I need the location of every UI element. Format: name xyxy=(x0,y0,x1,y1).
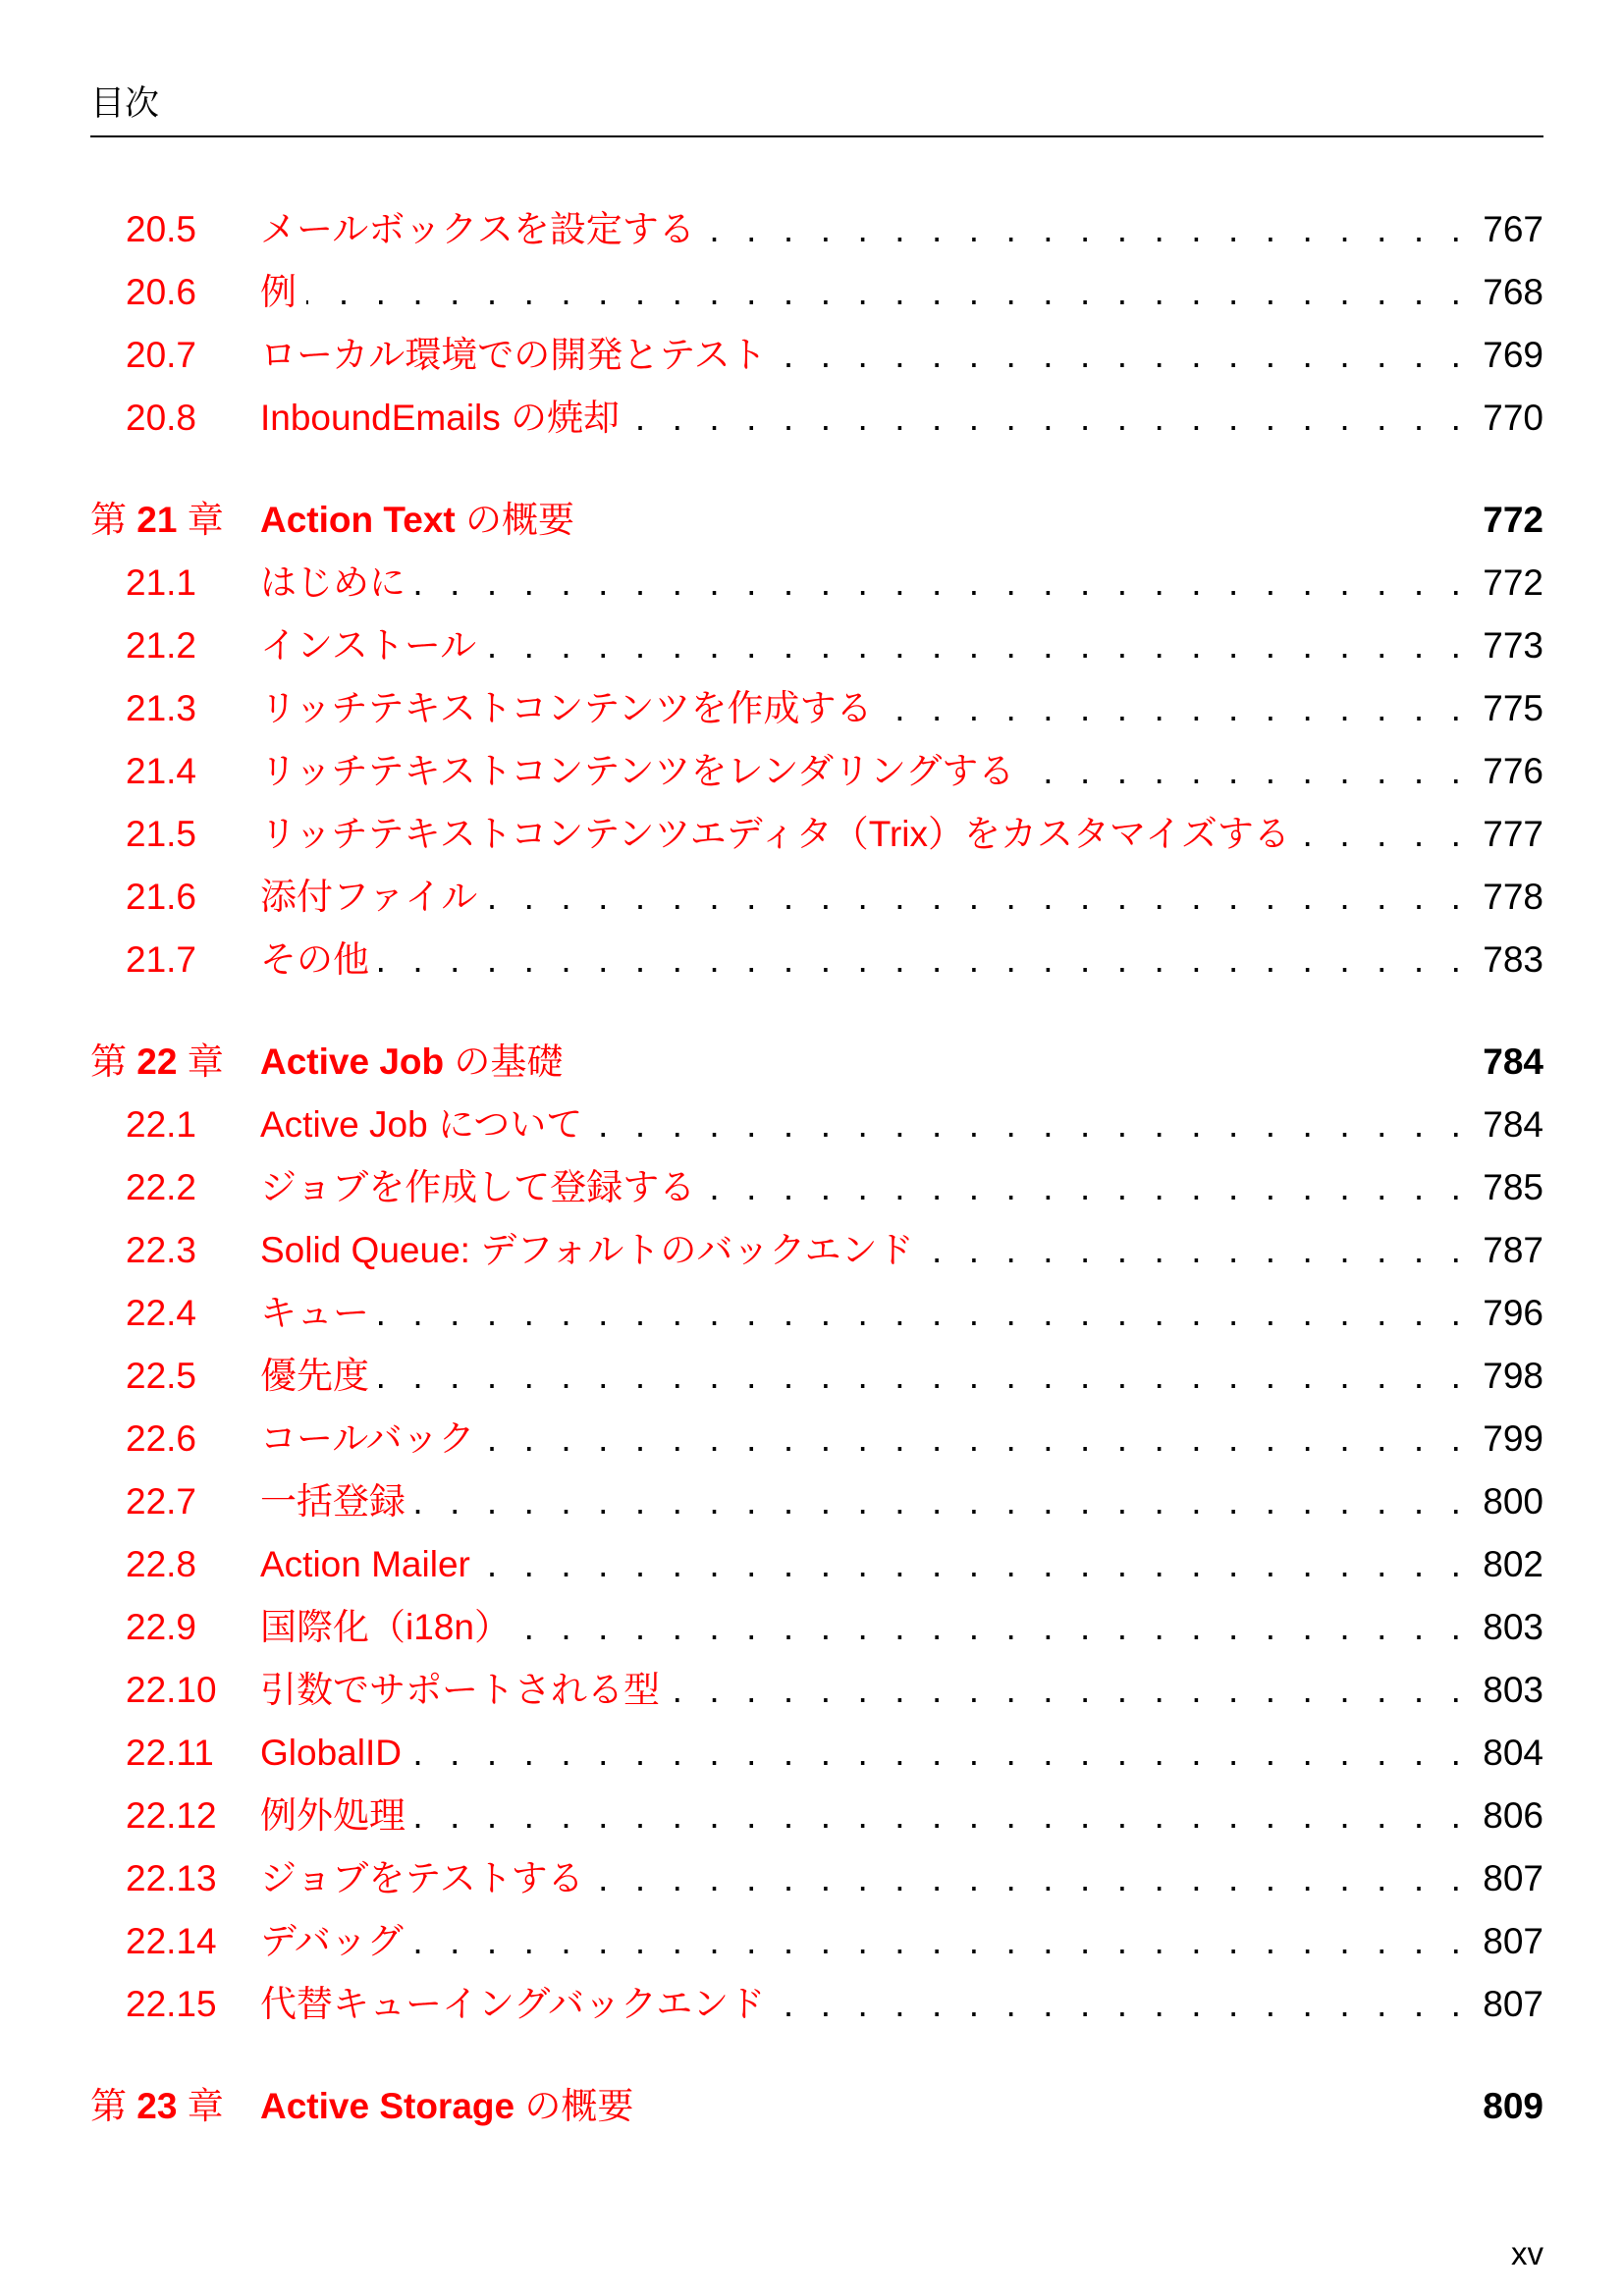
section-number: 22.8 xyxy=(126,1544,197,1584)
section-title-leader xyxy=(260,740,1543,803)
section-number: 21.6 xyxy=(126,877,197,917)
section-title: InboundEmails の焼却 xyxy=(260,398,629,438)
toc-entry[interactable] xyxy=(0,1094,1624,1156)
section-page-number: 767 xyxy=(1459,198,1543,261)
toc-entry[interactable] xyxy=(0,614,1624,677)
section-title-leader xyxy=(260,677,1543,740)
table-of-contents xyxy=(0,198,1624,2138)
section-page-number: 776 xyxy=(1459,740,1543,803)
section-title: 添付ファイル xyxy=(260,877,487,917)
section-title-leader xyxy=(260,552,1543,614)
toc-entry[interactable] xyxy=(0,740,1624,803)
toc-entry[interactable] xyxy=(0,1847,1624,1910)
toc-entry[interactable] xyxy=(0,552,1624,614)
section-number: 22.13 xyxy=(126,1858,217,1898)
section-title-leader xyxy=(260,387,1543,450)
section-page-number: 775 xyxy=(1459,677,1543,740)
section-number: 21.7 xyxy=(126,939,197,980)
section-number: 22.9 xyxy=(126,1607,197,1647)
section-number: 21.3 xyxy=(126,688,197,728)
chapter-23-heading[interactable] xyxy=(0,2075,1624,2138)
section-number: 20.7 xyxy=(126,335,197,375)
section-title-leader xyxy=(260,1219,1543,1282)
section-page-number: 807 xyxy=(1459,1910,1543,1973)
toc-entry[interactable] xyxy=(0,324,1624,387)
section-title: 例 xyxy=(260,272,306,312)
section-number: 22.15 xyxy=(126,1984,217,2024)
section-number: 21.1 xyxy=(126,562,197,603)
section-title-leader xyxy=(260,1722,1543,1785)
toc-entry[interactable] xyxy=(0,261,1624,324)
section-group-chapter-21 xyxy=(0,552,1624,991)
section-title: 優先度 xyxy=(260,1356,379,1396)
section-title-leader xyxy=(260,1282,1543,1345)
section-title-leader xyxy=(260,929,1543,991)
section-number: 21.2 xyxy=(126,625,197,666)
chapter-title: Active Storage の概要 xyxy=(260,2086,634,2126)
toc-entry[interactable] xyxy=(0,1910,1624,1973)
section-title: デバッグ xyxy=(260,1921,413,1961)
chapter-22-heading[interactable] xyxy=(0,1031,1624,1094)
section-title: その他 xyxy=(260,939,379,980)
section-title: キュー xyxy=(260,1293,379,1333)
toc-entry[interactable] xyxy=(0,1659,1624,1722)
section-title-leader xyxy=(260,1408,1543,1470)
toc-entry[interactable] xyxy=(0,866,1624,929)
section-title: 例外処理 xyxy=(260,1795,415,1836)
section-title-leader xyxy=(260,1659,1543,1722)
page-folio: xv xyxy=(1511,2235,1543,2271)
toc-entry[interactable] xyxy=(0,1785,1624,1847)
toc-entry[interactable] xyxy=(0,803,1624,866)
toc-entry[interactable] xyxy=(0,929,1624,991)
section-page-number: 787 xyxy=(1459,1219,1543,1282)
section-page-number: 785 xyxy=(1459,1156,1543,1219)
toc-entry[interactable] xyxy=(0,1722,1624,1785)
toc-entry[interactable] xyxy=(0,1156,1624,1219)
section-page-number: 784 xyxy=(1459,1094,1543,1156)
section-title: ジョブをテストする xyxy=(260,1858,594,1898)
chapter-page-number: 772 xyxy=(1483,500,1543,540)
section-title: ジョブを作成して登録する xyxy=(260,1167,705,1207)
section-title: ローカル環境での開発とテスト xyxy=(260,335,777,375)
section-number: 22.7 xyxy=(126,1481,197,1522)
chapter-label: 第 22 章 xyxy=(90,1041,224,1082)
section-page-number: 772 xyxy=(1459,552,1543,614)
section-number: 22.11 xyxy=(126,1733,214,1773)
chapter-page-number: 784 xyxy=(1483,1041,1543,1082)
toc-entry[interactable] xyxy=(0,1470,1624,1533)
section-title-leader xyxy=(260,614,1543,677)
section-page-number: 770 xyxy=(1459,387,1543,450)
section-page-number: 773 xyxy=(1459,614,1543,677)
section-title-leader xyxy=(260,1470,1543,1533)
section-number: 22.6 xyxy=(126,1418,197,1459)
chapter-page-number: 809 xyxy=(1483,2086,1543,2126)
section-title-leader xyxy=(260,198,1543,261)
section-title-leader xyxy=(260,1785,1543,1847)
chapter-title: Action Text の概要 xyxy=(260,500,574,540)
section-number: 22.12 xyxy=(126,1795,217,1836)
section-number: 22.4 xyxy=(126,1293,197,1333)
section-title-leader xyxy=(260,1345,1543,1408)
section-page-number: 768 xyxy=(1459,261,1543,324)
section-title: 国際化（i18n） xyxy=(260,1607,520,1647)
toc-entry[interactable] xyxy=(0,198,1624,261)
section-number: 22.1 xyxy=(126,1104,197,1145)
section-page-number: 783 xyxy=(1459,929,1543,991)
toc-entry[interactable] xyxy=(0,1973,1624,2036)
section-page-number: 802 xyxy=(1459,1533,1543,1596)
toc-entry[interactable] xyxy=(0,677,1624,740)
section-title: インストール xyxy=(260,625,486,666)
section-page-number: 803 xyxy=(1459,1659,1543,1722)
section-title-leader xyxy=(260,803,1543,866)
section-page-number: 807 xyxy=(1459,1973,1543,2036)
section-number: 22.14 xyxy=(126,1921,217,1961)
section-title: 代替キューイングバックエンド xyxy=(260,1984,775,2024)
section-title-leader xyxy=(260,1596,1543,1659)
section-title-leader xyxy=(260,866,1543,929)
chapter-label: 第 23 章 xyxy=(90,2086,224,2126)
section-title: GlobalID xyxy=(260,1733,411,1773)
section-page-number: 799 xyxy=(1459,1408,1543,1470)
section-title: メールボックスを設定する xyxy=(260,209,705,249)
section-title-leader xyxy=(260,1094,1543,1156)
chapter-21-heading[interactable] xyxy=(0,489,1624,552)
toc-entry[interactable] xyxy=(0,1408,1624,1470)
section-page-number: 798 xyxy=(1459,1345,1543,1408)
section-number: 22.2 xyxy=(126,1167,197,1207)
section-page-number: 804 xyxy=(1459,1722,1543,1785)
section-number: 20.5 xyxy=(126,209,197,249)
section-page-number: 806 xyxy=(1459,1785,1543,1847)
chapter-label: 第 21 章 xyxy=(90,500,224,540)
section-number: 20.8 xyxy=(126,398,197,438)
section-title: 一括登録 xyxy=(260,1481,415,1522)
section-number: 22.3 xyxy=(126,1230,197,1270)
toc-entry[interactable] xyxy=(0,1345,1624,1408)
section-title-leader xyxy=(260,261,1543,324)
section-title: Action Mailer xyxy=(260,1544,480,1584)
section-title: リッチテキストコンテンツを作成する xyxy=(260,688,882,728)
section-title-leader xyxy=(260,1973,1543,2036)
toc-entry[interactable] xyxy=(0,1282,1624,1345)
section-number: 22.10 xyxy=(126,1670,217,1710)
section-number: 20.6 xyxy=(126,272,197,312)
section-number: 21.5 xyxy=(126,814,197,854)
section-title-leader xyxy=(260,1156,1543,1219)
section-page-number: 807 xyxy=(1459,1847,1543,1910)
section-title: Active Job について xyxy=(260,1104,592,1145)
section-title: はじめに xyxy=(260,562,415,603)
toc-entry[interactable] xyxy=(0,387,1624,450)
running-header: 目次 xyxy=(90,80,1543,137)
section-page-number: 777 xyxy=(1459,803,1543,866)
section-page-number: 796 xyxy=(1459,1282,1543,1345)
section-title: 引数でサポートされる型 xyxy=(260,1670,670,1710)
toc-entry[interactable] xyxy=(0,1533,1624,1596)
section-title-leader xyxy=(260,324,1543,387)
section-page-number: 778 xyxy=(1459,866,1543,929)
section-group-chapter-22 xyxy=(0,1094,1624,2036)
section-group-chapter-20 xyxy=(0,198,1624,450)
section-number: 21.4 xyxy=(126,751,197,791)
section-title: リッチテキストコンテンツをレンダリングする xyxy=(260,751,1024,791)
section-page-number: 800 xyxy=(1459,1470,1543,1533)
chapter-title: Active Job の基礎 xyxy=(260,1041,564,1082)
toc-entry[interactable] xyxy=(0,1596,1624,1659)
section-page-number: 803 xyxy=(1459,1596,1543,1659)
section-title-leader xyxy=(260,1847,1543,1910)
section-title: Solid Queue: デフォルトのバックエンド xyxy=(260,1230,924,1270)
section-title-leader xyxy=(260,1533,1543,1596)
toc-entry[interactable] xyxy=(0,1219,1624,1282)
section-title: コールバック xyxy=(260,1418,485,1459)
section-page-number: 769 xyxy=(1459,324,1543,387)
section-number: 22.5 xyxy=(126,1356,197,1396)
section-title: リッチテキストコンテンツエディタ（Trix）をカスタマイズする xyxy=(260,814,1300,854)
section-title-leader xyxy=(260,1910,1543,1973)
